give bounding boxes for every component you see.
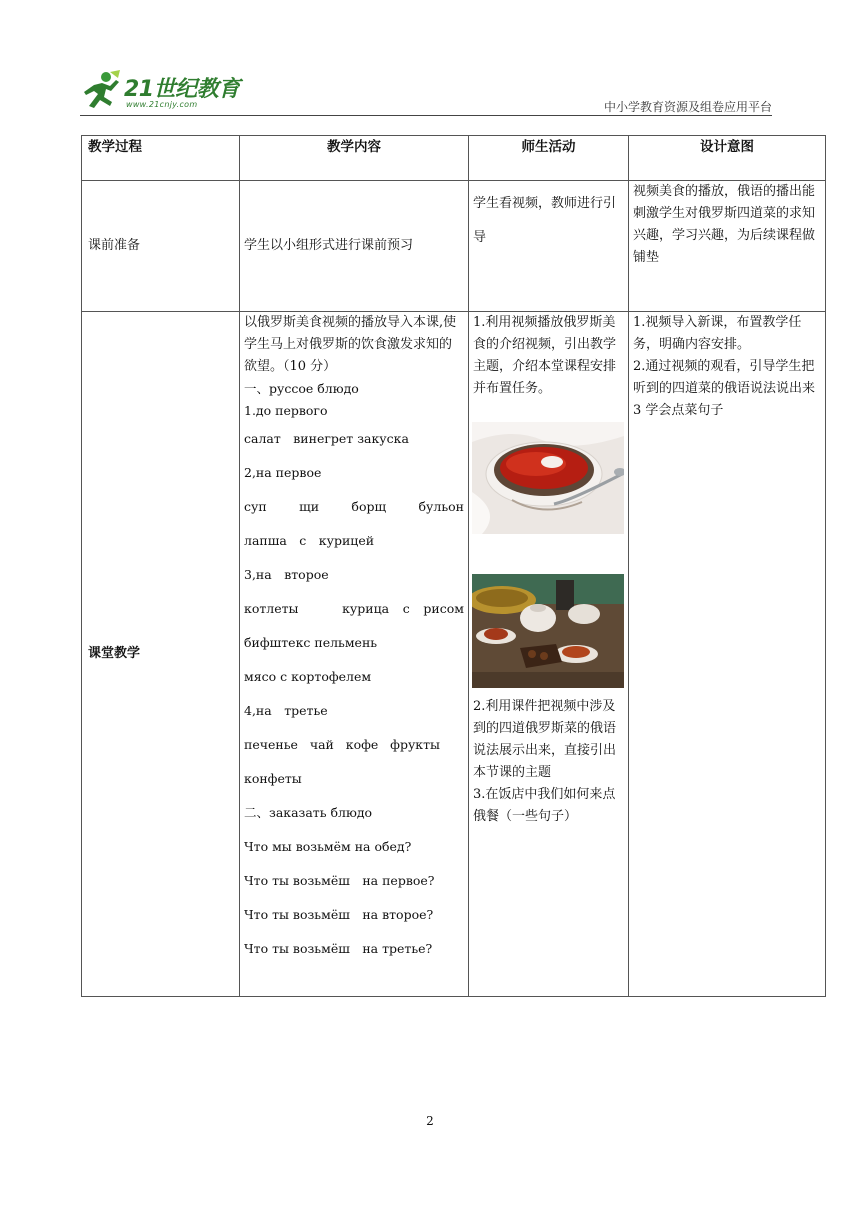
content-line: 3,на второе xyxy=(244,567,329,582)
header-divider xyxy=(80,115,772,116)
content-preparation: 学生以小组形式进行课前预习 xyxy=(240,181,469,312)
table-header-row xyxy=(82,136,826,181)
content-line: лапша с курицей xyxy=(244,533,375,548)
content-question: Что ты возьмёш на первое? xyxy=(244,873,435,888)
activity-step-1: 1.利用视频播放俄罗斯美食的介绍视频，引出教学主题，介绍本堂课程安排并布置任务。 xyxy=(473,315,617,396)
content-line: бифштекс пельмень xyxy=(244,635,378,650)
content-line: 4,на третье xyxy=(244,703,328,718)
word: фрукты xyxy=(390,737,440,752)
intent-classroom xyxy=(629,312,826,997)
word: курица xyxy=(342,601,390,616)
content-line: салат винегрет закуска xyxy=(244,431,409,446)
intent-preparation: 视频美食的播放，俄语的播出能刺激学生对俄罗斯四道菜的求知兴趣，学习兴趣，为后续课程做铺垫 xyxy=(629,181,826,312)
runner-logo-icon xyxy=(80,70,124,112)
activity-classroom xyxy=(469,312,629,997)
platform-name: 中小学教育资源及组卷应用平台 xyxy=(603,100,772,114)
table-row-classroom xyxy=(82,312,826,997)
logo xyxy=(80,70,250,114)
content-line: конфеты xyxy=(244,771,302,786)
page-number: 2 xyxy=(426,1114,434,1128)
column-header-activity: 师生活动 xyxy=(469,136,629,181)
word: кофе xyxy=(345,737,379,752)
activity-preparation xyxy=(469,181,629,312)
word: котлеты xyxy=(244,601,299,616)
content-line: мясо с кортофелем xyxy=(244,669,372,684)
word: бульон xyxy=(418,499,464,514)
lesson-plan-table xyxy=(81,135,826,997)
word: чай xyxy=(309,737,334,752)
content-line: 2,на первое xyxy=(244,465,322,480)
word: с xyxy=(402,601,410,616)
column-header-process: 教学过程 xyxy=(82,136,240,181)
word: суп xyxy=(244,499,267,514)
activity-step-3: 3.在饭店中我们如何来点俄餐（一些句子） xyxy=(473,787,616,824)
page-header xyxy=(80,70,772,116)
column-header-content: 教学内容 xyxy=(240,136,469,181)
logo-url: www.21cnjy.com xyxy=(126,100,198,109)
word: борщ xyxy=(351,499,387,514)
content-section-ordering: 二、заказать блюдо xyxy=(244,805,373,820)
activity-step-2: 2.利用课件把视频中涉及到的四道俄罗斯菜的俄语说法展示出来，直接引出本节课的主题 xyxy=(473,699,617,780)
word: печенье xyxy=(244,737,298,752)
content-intro: 以俄罗斯美食视频的播放导入本课,使学生马上对俄罗斯的饮食激发求知的欲望。（10 分） xyxy=(244,315,457,374)
word: щи xyxy=(299,499,320,514)
table-row-preparation xyxy=(82,181,826,312)
content-line-justified xyxy=(244,728,464,762)
content-question: Что мы возьмём на обед? xyxy=(244,839,412,854)
stage-classroom: 课堂教学 xyxy=(82,312,240,997)
content-section-russian-dishes: 一、русcое блюдо xyxy=(244,381,359,396)
intent-point-3: 3 学会点菜句子 xyxy=(633,403,724,418)
content-line: 1.до первого xyxy=(244,403,328,418)
column-header-intent: 设计意图 xyxy=(629,136,826,181)
content-question: Что ты возьмёш на второе? xyxy=(244,907,434,922)
logo-text: 21世纪教育 xyxy=(124,77,240,102)
activity-preparation-text: 学生看视频，教师进行引导 xyxy=(473,196,617,245)
word: рисом xyxy=(423,601,464,616)
tea-table-photo xyxy=(472,574,624,688)
intent-point-2: 2.通过视频的观看，引导学生把听到的四道菜的俄语说法说出来 xyxy=(633,359,816,396)
intent-point-1: 1.视频导入新课，布置教学任务，明确内容安排。 xyxy=(633,315,802,352)
borscht-photo xyxy=(472,422,624,534)
content-classroom xyxy=(240,312,469,997)
stage-preparation: 课前准备 xyxy=(82,181,240,312)
content-line-justified xyxy=(244,490,464,524)
content-question: Что ты возьмёш на третье? xyxy=(244,941,433,956)
content-line-justified xyxy=(244,592,464,626)
